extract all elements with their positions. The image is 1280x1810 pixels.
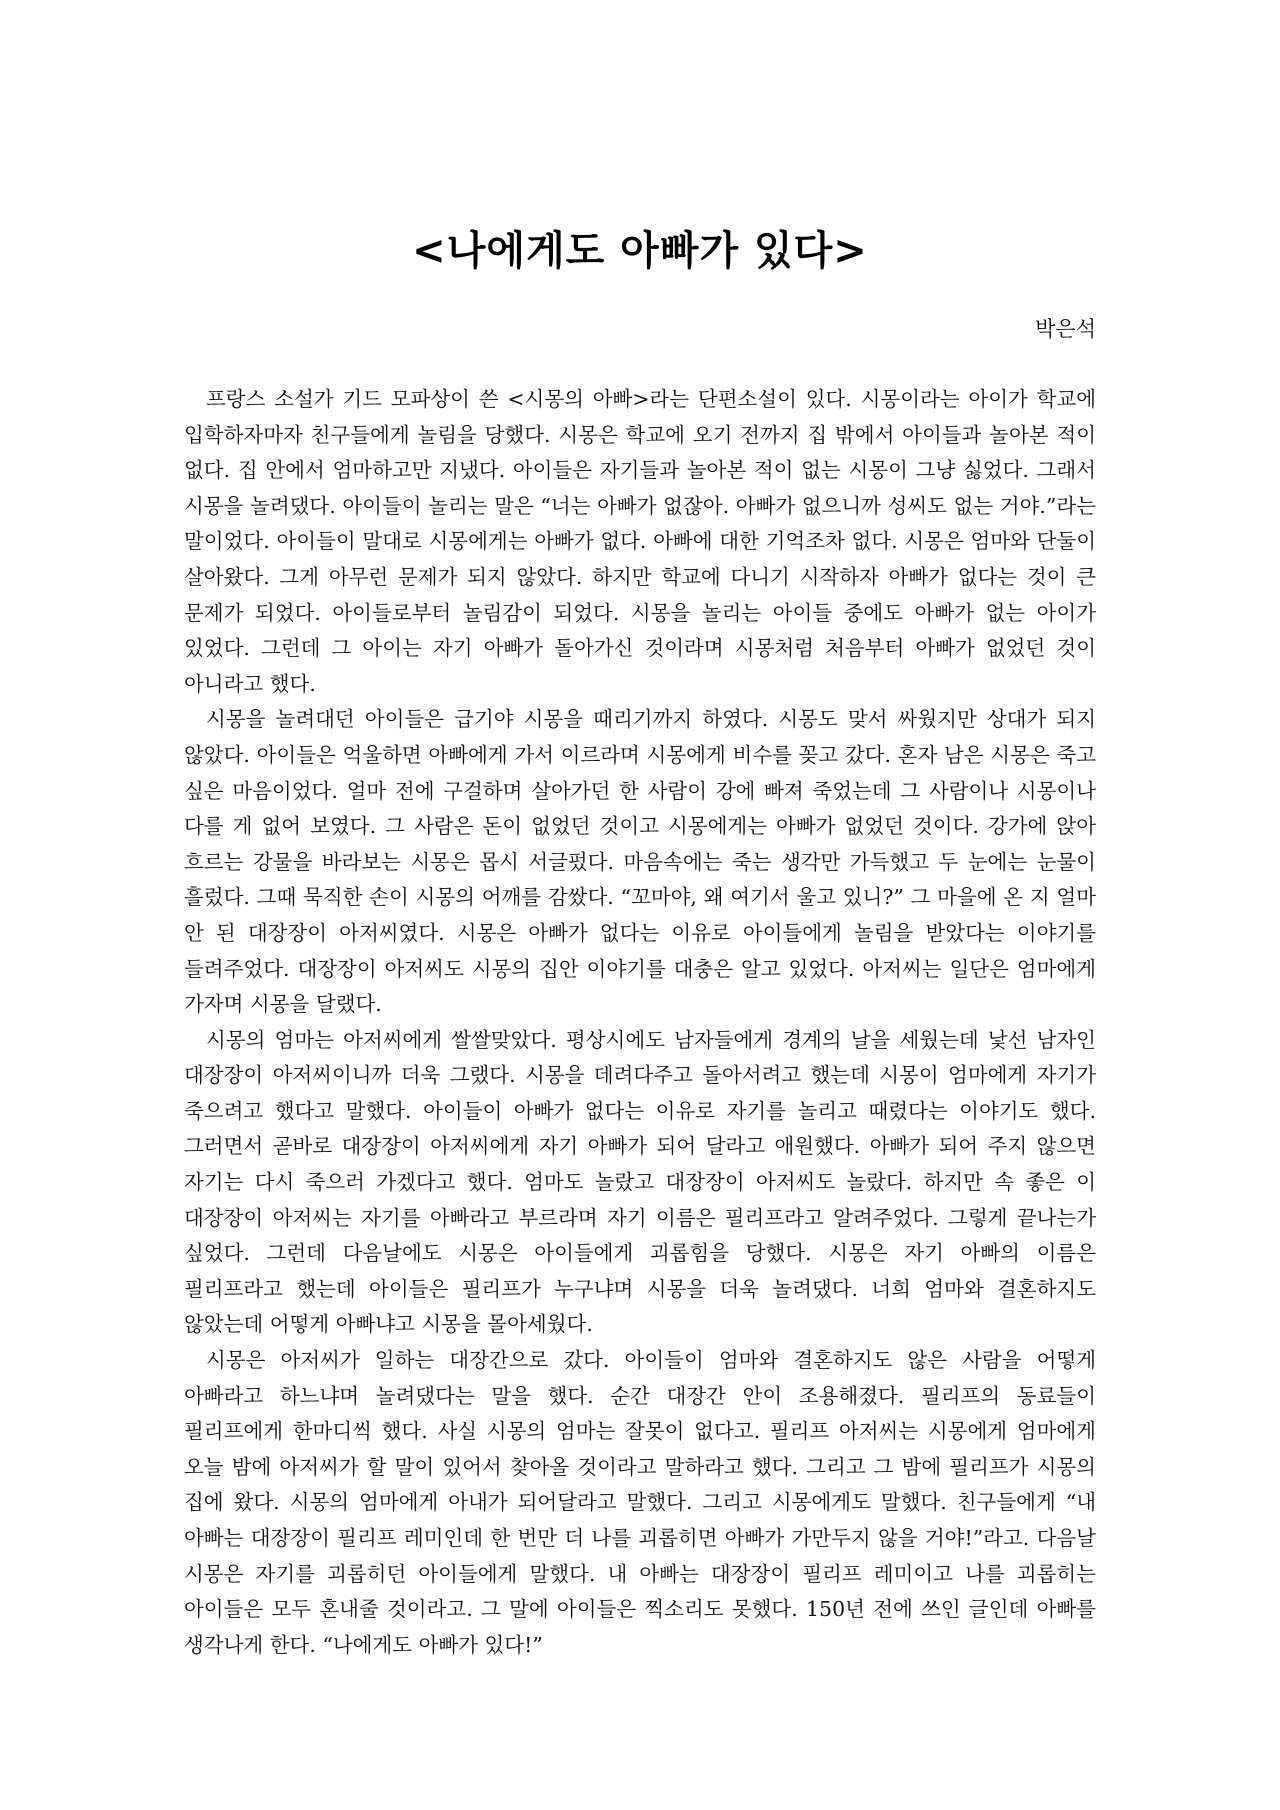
document-body: [184, 382, 1096, 1663]
paragraph-3: 시몽의 엄마는 아저씨에게 쌀쌀맞았다. 평상시에도 남자들에게 경계의 날을 세웠는데 낯선 남자인 대장장이 아저씨이니까 더욱 그랬다. 시몽을 데려다주고 돌아서려고 했는데 시몽이 엄마에게 자기가 죽으려고 했다고 말했다. 아이들이 아빠가 없다는 이유로 자기를 놀리고 때렸다는 이야기도 했다. 그러면서 곧바로 대장장이 아저씨에게 자기 아빠가 되어 달라고 애원했다. 아빠가 되어 주지 않으면 자기는 다시 죽으러 가겠다고 했다. 엄마도 놀랐고 대장장이 아저씨도 놀랐다. 하지만 속 좋은 이 대장장이 아저씨는 자기를 아빠라고 부르라며 자기 이름은 필리프라고 알려주었다. 그렇게 끝나는가 싶었다. 그런데 다음날에도 시몽은 아이들에게 괴롭힘을 당했다. 시몽은 자기 아빠의 이름은 필리프라고 했는데 아이들은 필리프가 누구냐며 시몽을 더욱 놀려댔다. 너희 엄마와 결혼하지도 않았는데 어떻게 아빠냐고 시몽을 몰아세웠다.: [184, 1027, 1096, 1337]
paragraph-1: 프랑스 소설가 기드 모파상이 쓴 <시몽의 아빠>라는 단편소설이 있다. 시몽이라는 아이가 학교에 입학하자마자 친구들에게 놀림을 당했다. 시몽은 학교에 오기 전까지 집 밖에서 아이들과 놀아본 적이 없다. 집 안에서 엄마하고만 지냈다. 아이들은 자기들과 놀아본 적이 없는 시몽이 그냥 싫었다. 그래서 시몽을 놀려댔다. 아이들이 놀리는 말은 “너는 아빠가 없잖아. 아빠가 없으니까 성씨도 없는 거야.”라는 말이었다. 아이들이 말대로 시몽에게는 아빠가 없다. 아빠에 대한 기억조차 없다. 시몽은 엄마와 단둘이 살아왔다. 그게 아무런 문제가 되지 않았다. 하지만 학교에 다니기 시작하자 아빠가 없다는 것이 큰 문제가 되었다. 아이들로부터 놀림감이 되었다. 시몽을 놀리는 아이들 중에도 아빠가 없는 아이가 있었다. 그런데 그 아이는 자기 아빠가 돌아가신 것이라며 시몽처럼 처음부터 아빠가 없었던 것이 아니라고 했다.: [184, 387, 1096, 696]
paragraph-2: 시몽을 놀려대던 아이들은 급기야 시몽을 때리기까지 하였다. 시몽도 맞서 싸웠지만 상대가 되지 않았다. 아이들은 억울하면 아빠에게 가서 이르라며 시몽에게 비수를 꽂고 갔다. 혼자 남은 시몽은 죽고 싶은 마음이었다. 얼마 전에 구걸하며 살아가던 한 사람이 강에 빠져 죽었는데 그 사람이나 시몽이나 다를 게 없어 보였다. 그 사람은 돈이 없었던 것이고 시몽에게는 아빠가 없었던 것이다. 강가에 앉아 흐르는 강물을 바라보는 시몽은 몹시 서글펐다. 마음속에는 죽는 생각만 가득했고 두 눈에는 눈물이 흘렀다. 그때 묵직한 손이 시몽의 어깨를 감쌌다. “꼬마야, 왜 여기서 울고 있니?” 그 마을에 온 지 얼마 안 된 대장장이 아저씨였다. 시몽은 아빠가 없다는 이유로 아이들에게 놀림을 받았다는 이야기를 들려주었다. 대장장이 아저씨도 시몽의 집안 이야기를 대충은 알고 있었다. 아저씨는 일단은 엄마에게 가자며 시몽을 달랬다.: [184, 707, 1096, 1017]
author-name: 박은석: [1035, 317, 1096, 341]
paragraph-4: 시몽은 아저씨가 일하는 대장간으로 갔다. 아이들이 엄마와 결혼하지도 않은 사람을 어떻게 아빠라고 하느냐며 놀려댔다는 말을 했다. 순간 대장간 안이 조용해졌다. 필리프의 동료들이 필리프에게 한마디씩 했다. 사실 시몽의 엄마는 잘못이 없다고. 필리프 아저씨는 시몽에게 엄마에게 오늘 밤에 아저씨가 할 말이 있어서 찾아올 것이라고 말하라고 했다. 그리고 그 밤에 필리프가 시몽의 집에 왔다. 시몽의 엄마에게 아내가 되어달라고 말했다. 그리고 시몽에게도 말했다. 친구들에게 “내 아빠는 대장장이 필리프 레미인데 한 번만 더 나를 괴롭히면 아빠가 가만두지 않을 거야!”라고. 다음날 시몽은 자기를 괴롭히던 아이들에게 말했다. 내 아빠는 대장장이 필리프 레미이고 나를 괴롭히는 아이들은 모두 혼내줄 것이라고. 그 말에 아이들은 찍소리도 못했다. 150년 전에 쓰인 글인데 아빠를 생각나게 한다. “나에게도 아빠가 있다!”: [184, 1348, 1096, 1657]
document-title: <나에게도 아빠가 있다>: [412, 227, 868, 274]
